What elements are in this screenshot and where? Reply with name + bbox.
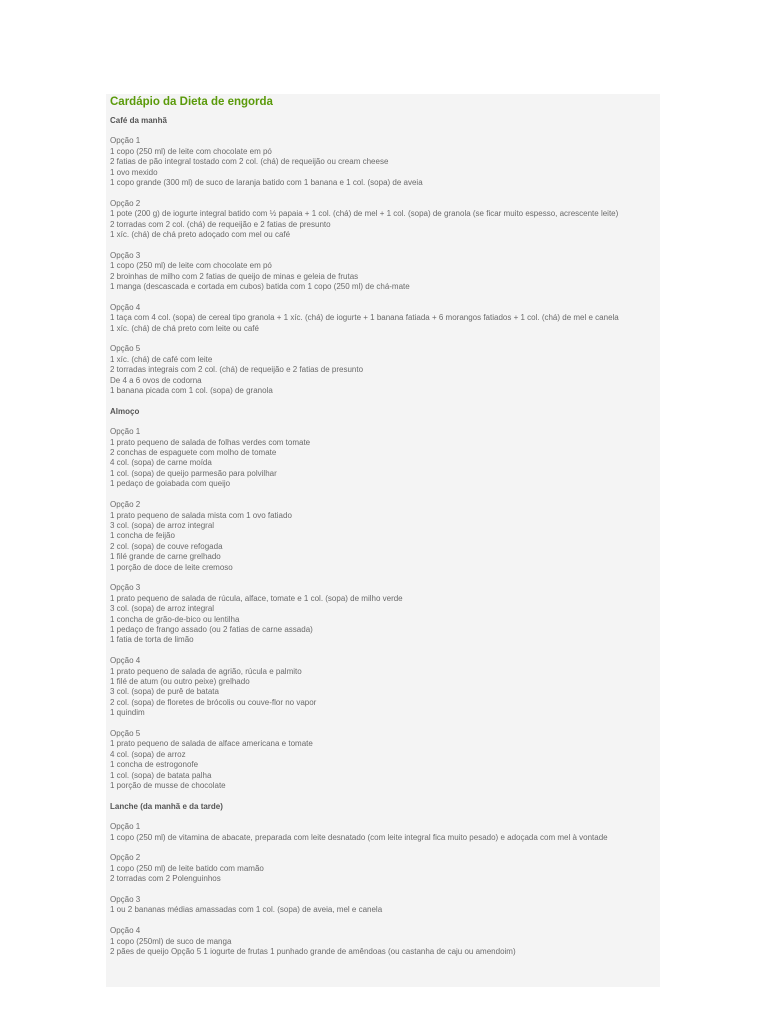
option-title: Opção 1: [110, 822, 141, 832]
menu-option: [110, 251, 660, 293]
option-title: Opção 3: [110, 895, 141, 905]
menu-item-line: 1 xíc. (chá) de chá preto adoçado com mel ou café: [110, 230, 291, 240]
menu-option: [110, 895, 660, 916]
menu-item-line: 1 filé de atum (ou outro peixe) grelhado: [110, 676, 250, 686]
option-title: Opção 4: [110, 302, 141, 312]
menu-item-line: 1 copo (250 ml) de leite com chocolate em pó: [110, 261, 272, 271]
menu-item-line: 1 banana picada com 1 col. (sopa) de granola: [110, 386, 273, 396]
menu-item-line: 1 porção de musse de chocolate: [110, 781, 226, 791]
menu-item-line: 4 col. (sopa) de arroz: [110, 749, 186, 759]
menu-item-line: 1 pedaço de frango assado (ou 2 fatias de carne assada): [110, 624, 313, 634]
menu-item-line: De 4 a 6 ovos de codorna: [110, 375, 202, 385]
menu-item-line: 1 ovo mexido: [110, 167, 158, 177]
menu-item-line: 1 col. (sopa) de queijo parmesão para polvilhar: [110, 468, 277, 478]
menu-item-line: 1 xíc. (chá) de chá preto com leite ou café: [110, 323, 259, 333]
menu-option: [110, 656, 660, 718]
menu-item-line: 1 pote (200 g) de iogurte integral batido com ½ papaia + 1 col. (chá) de mel + 1 col. (sopa) de granola (se ficar muito espesso, acrescente leite): [110, 209, 619, 219]
menu-item-line: 2 torradas com 2 col. (chá) de requeijão e 2 fatias de presunto: [110, 219, 331, 229]
option-title: Opção 4: [110, 926, 141, 936]
menu-option: [110, 926, 660, 957]
menu-option: [110, 853, 660, 884]
menu-item-line: 1 prato pequeno de salada de folhas verdes com tomate: [110, 437, 311, 447]
menu-item-line: 1 concha de grão-de-bico ou lentilha: [110, 614, 240, 624]
menu-item-line: 3 col. (sopa) de purê de batata: [110, 687, 219, 697]
menu-option: [110, 344, 660, 396]
menu-option: [110, 729, 660, 791]
option-title: Opção 2: [110, 198, 141, 208]
menu-item-line: 1 pedaço de goiabada com queijo: [110, 479, 231, 489]
option-title: Opção 2: [110, 500, 141, 510]
menu-item-line: 1 copo (250 ml) de leite com chocolate em pó: [110, 146, 272, 156]
menu-item-line: 1 copo (250ml) de suco de manga: [110, 936, 232, 946]
menu-item-line: 4 col. (sopa) de carne moída: [110, 458, 212, 468]
option-title: Opção 1: [110, 427, 141, 437]
menu-option: [110, 427, 660, 489]
option-title: Opção 2: [110, 853, 141, 863]
menu-option: [110, 500, 660, 573]
menu-item-line: 1 prato pequeno de salada de alface americana e tomate: [110, 739, 313, 749]
menu-item-line: 2 torradas integrais com 2 col. (chá) de requeijão e 2 fatias de presunto: [110, 365, 364, 375]
menu-item-line: 1 xíc. (chá) de café com leite: [110, 354, 213, 364]
option-title: Opção 3: [110, 583, 141, 593]
menu-item-line: 1 fatia de torta de limão: [110, 635, 194, 645]
menu-item-line: 1 concha de estrogonofe: [110, 760, 199, 770]
menu-item-line: 2 broinhas de milho com 2 fatias de queijo de minas e geleia de frutas: [110, 271, 359, 281]
section-heading: Almoço: [110, 406, 140, 416]
menu-item-line: 1 quindim: [110, 708, 145, 718]
section-heading: Lanche (da manhã e da tarde): [110, 801, 223, 811]
menu-option: [110, 583, 660, 645]
menu-item-line: 1 manga (descascada e cortada em cubos) batida com 1 copo (250 ml) de chá-mate: [110, 282, 410, 292]
menu-item-line: 1 ou 2 bananas médias amassadas com 1 col. (sopa) de aveia, mel e canela: [110, 905, 383, 915]
menu-option: [110, 303, 660, 334]
document-page: [106, 94, 660, 987]
option-title: Opção 5: [110, 728, 141, 738]
menu-item-line: 1 prato pequeno de salada de rúcula, alface, tomate e 1 col. (sopa) de milho verde: [110, 593, 403, 603]
menu-item-line: 1 prato pequeno de salada mista com 1 ovo fatiado: [110, 510, 292, 520]
menu-sections: [110, 116, 660, 957]
menu-item-line: 1 prato pequeno de salada de agrião, rúcula e palmito: [110, 666, 302, 676]
menu-item-line: 2 fatias de pão integral tostado com 2 col. (chá) de requeijão ou cream cheese: [110, 157, 389, 167]
menu-item-line: 2 conchas de espaguete com molho de tomate: [110, 448, 277, 458]
document-title: Cardápio da Dieta de engorda: [110, 96, 273, 108]
menu-item-line: 1 concha de feijão: [110, 531, 175, 541]
menu-item-line: 2 col. (sopa) de couve refogada: [110, 541, 223, 551]
option-title: Opção 3: [110, 250, 141, 260]
menu-item-line: 1 copo (250 ml) de leite batido com mamão: [110, 863, 264, 873]
option-title: Opção 5: [110, 344, 141, 354]
menu-item-line: 2 col. (sopa) de floretes de brócolis ou couve-flor no vapor: [110, 697, 317, 707]
menu-item-line: 1 col. (sopa) de batata palha: [110, 770, 212, 780]
menu-option: [110, 199, 660, 241]
menu-item-line: 2 pães de queijo Opção 5 1 iogurte de frutas 1 punhado grande de amêndoas (ou castanha de caju ou amendoim): [110, 947, 516, 957]
option-title: Opção 1: [110, 136, 141, 146]
menu-option: [110, 822, 660, 843]
menu-item-line: 1 copo grande (300 ml) de suco de laranja batido com 1 banana e 1 col. (sopa) de aveia: [110, 178, 423, 188]
menu-item-line: 1 copo (250 ml) de vitamina de abacate, preparada com leite desnatado (com leite integral fica muito pesado) e adoçada com mel à vontade: [110, 832, 608, 842]
menu-item-line: 1 taça com 4 col. (sopa) de cereal tipo granola + 1 xíc. (chá) de iogurte + 1 banana fatiada + 6 morangos fatiados + 1 col. (chá) de mel e canela: [110, 313, 619, 323]
section-heading: Café da manhã: [110, 116, 167, 125]
option-title: Opção 4: [110, 656, 141, 666]
menu-item-line: 2 torradas com 2 Polenguinhos: [110, 874, 221, 884]
menu-option: [110, 136, 660, 188]
menu-item-line: 3 col. (sopa) de arroz integral: [110, 520, 215, 530]
menu-item-line: 3 col. (sopa) de arroz integral: [110, 604, 215, 614]
menu-item-line: 1 porção de doce de leite cremoso: [110, 562, 233, 572]
menu-item-line: 1 filé grande de carne grelhado: [110, 552, 221, 562]
